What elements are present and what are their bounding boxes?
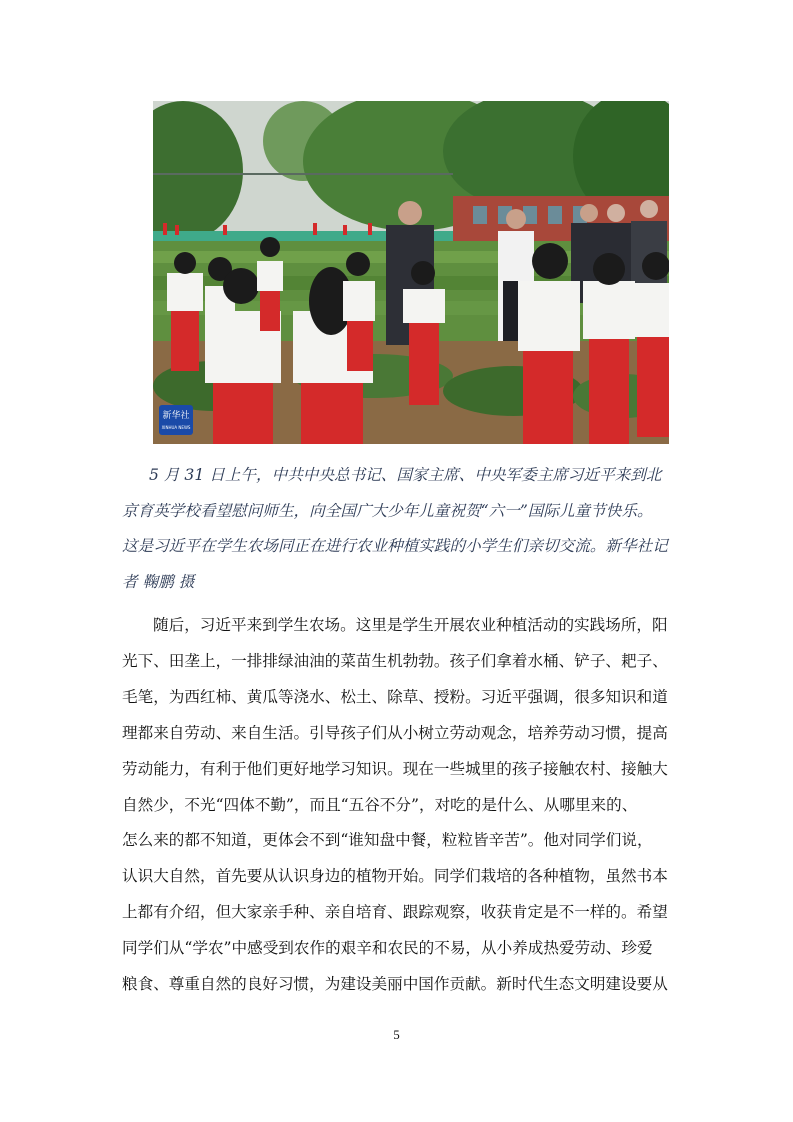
caption-line: 这是习近平在学生农场同正在进行农业种植实践的小学生们亲切交流。新华社记 — [122, 537, 668, 555]
body-line: 上都有介绍，但大家亲手种、亲自培育、跟踪观察，收获肯定是不一样的。希望 — [122, 903, 668, 922]
page-number: 5 — [393, 1027, 400, 1042]
body-line: 随后，习近平来到学生农场。这里是学生开展农业种植活动的实践场所，阳 — [153, 616, 668, 634]
news-photo — [153, 101, 669, 444]
body-line: 同学们从“学农”中感受到农作的艰辛和农民的不易，从小养成热爱劳动、珍爱 — [122, 939, 653, 958]
body-paragraph — [122, 608, 678, 1003]
body-line: 认识大自然，首先要从认识身边的植物开始。同学们栽培的各种植物，虽然书本 — [122, 867, 668, 886]
caption-line: 京育英学校看望慰问师生，向全国广大少年儿童祝贺“六一”国际儿童节快乐。 — [122, 501, 653, 520]
svg-text:新华社: 新华社 — [162, 411, 190, 421]
body-line: 理都来自劳动、来自生活。引导孩子们从小树立劳动观念，培养劳动习惯，提高 — [122, 723, 668, 742]
photo-caption — [122, 458, 678, 600]
body-line: 自然少，不光“四体不勤”，而且“五谷不分”，对吃的是什么、从哪里来的、 — [122, 795, 638, 814]
body-line: 粮食、尊重自然的良好习惯，为建设美丽中国作贡献。新时代生态文明建设要从 — [122, 975, 668, 994]
body-line: 怎么来的都不知道，更体会不到“谁知盘中餐，粒粒皆辛苦”。他对同学们说， — [122, 831, 653, 850]
body-line: 劳动能力，有利于他们更好地学习知识。现在一些城里的孩子接触农村、接触大 — [122, 759, 668, 778]
caption-line: 者 鞠鹏 摄 — [122, 572, 195, 591]
body-line: 毛笔，为西红柿、黄瓜等浇水、松土、除草、授粉。习近平强调，很多知识和道 — [122, 687, 668, 706]
photo-illustration — [153, 101, 669, 444]
body-line: 光下、田垄上，一排排绿油油的菜苗生机勃勃。孩子们拿着水桶、铲子、耙子、 — [122, 651, 668, 670]
xinhua-logo — [159, 405, 193, 435]
caption-line: 5 月 31 日上午，中共中央总书记、国家主席、中央军委主席习近平来到北 — [149, 466, 662, 484]
svg-text:XINHUA NEWS: XINHUA NEWS — [161, 425, 191, 430]
